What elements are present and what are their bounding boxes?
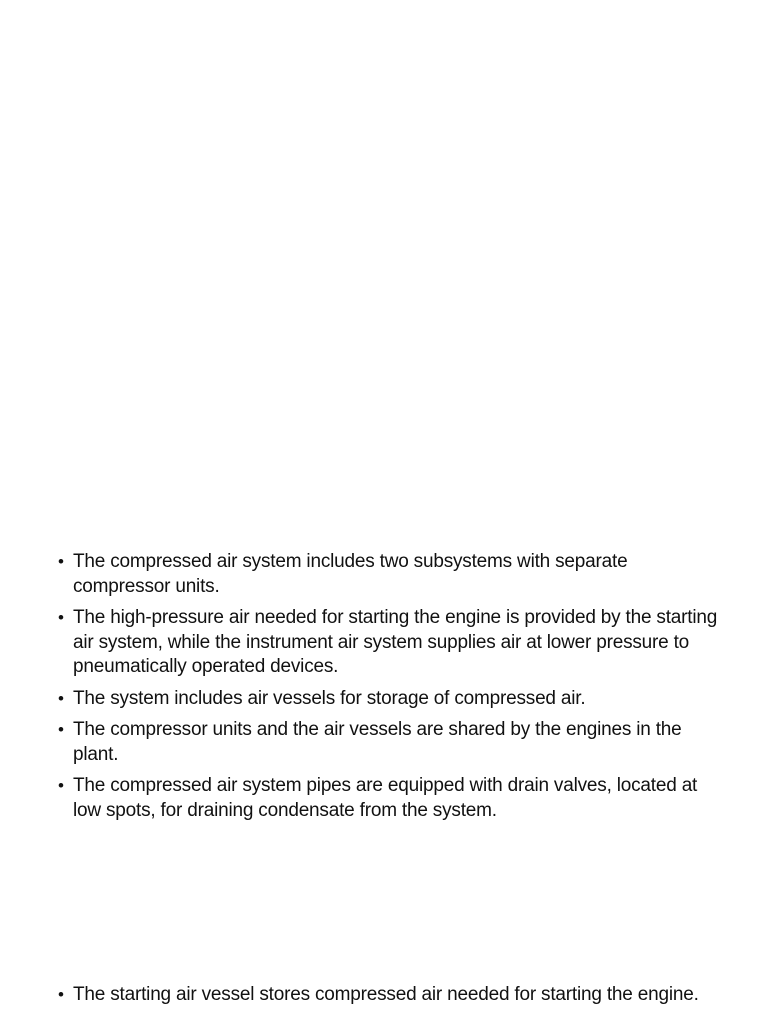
bullet-icon: • [58, 688, 64, 708]
list-item-text: The compressed air system includes two subsystems with separate compressor units. [73, 551, 628, 597]
list-item-text: The compressed air system pipes are equipped with drain valves, located at low spots, for draining condensate from the system. [73, 775, 698, 821]
bullet-icon: • [58, 720, 64, 739]
bullet-icon: • [58, 985, 64, 1004]
bullet-list-starting-air [58, 983, 718, 1015]
list-item [58, 774, 718, 823]
list-item [58, 606, 718, 680]
list-item [58, 983, 718, 1008]
list-item [58, 718, 718, 767]
list-item [58, 550, 718, 599]
list-item-text: The starting air vessel stores compressed air needed for starting the engine. [73, 984, 699, 1005]
list-item-text: The system includes air vessels for storage of compressed air. [73, 687, 586, 709]
bullet-icon: • [58, 776, 64, 795]
list-item [58, 687, 718, 712]
bullet-list-compressed-air [58, 550, 718, 830]
bullet-icon: • [58, 552, 64, 571]
list-item-text: The high-pressure air needed for starting the engine is provided by the starting air system, while the instrument air system supplies air at lower pressure to pneumatically operated devices. [73, 607, 718, 677]
bullet-icon: • [58, 608, 64, 627]
list-item-text: The compressor units and the air vessels are shared by the engines in the plant. [73, 719, 682, 765]
